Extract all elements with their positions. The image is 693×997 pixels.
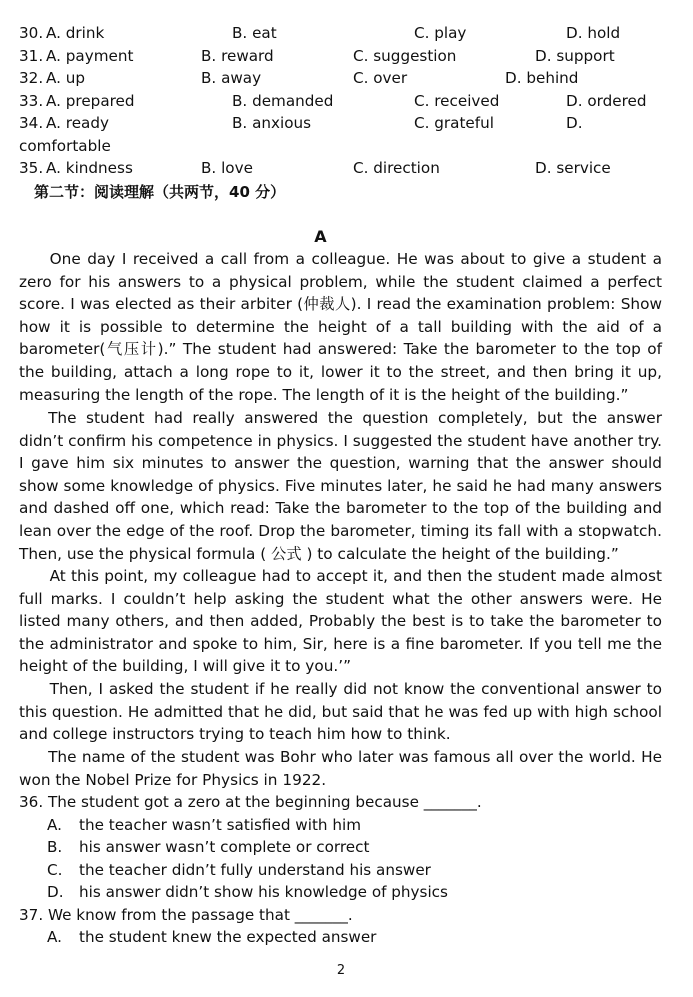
option-letter: A. <box>47 816 62 834</box>
option-text: the teacher didn’t fully understand his answer <box>79 861 431 879</box>
option-d: D. ordered <box>566 92 647 110</box>
paragraph-3: At this point, my colleague had to accept it, and then the student made almost full marks. I couldn’t help asking the student what the other answers were. He listed many others, and then added, Probably the best is to take the barometer to the administrator and spoke to him, Sir, here is a fine barometer. If you tell me the height of the building, I will give it to you.’” <box>19 567 662 676</box>
question-37-option-a[interactable] <box>47 926 376 949</box>
question-36-option-a[interactable] <box>47 814 361 837</box>
option-text: the teacher wasn’t satisfied with him <box>79 816 361 834</box>
paragraph-5: The name of the student was Bohr who later was famous all over the world. He won the Nobel Prize for Physics in 1922. <box>19 748 662 789</box>
question-36-option-c[interactable] <box>47 859 431 882</box>
option-c: C. play <box>414 24 467 42</box>
option-a: A. up <box>46 69 86 87</box>
option-a: A. prepared <box>46 92 135 110</box>
option-letter: A. <box>47 928 62 946</box>
option-a: A. payment <box>46 47 134 65</box>
option-d: D. service <box>535 159 611 177</box>
option-text: the student knew the expected answer <box>79 928 377 946</box>
option-num: 30. <box>19 24 44 42</box>
option-num: 33. <box>19 92 44 110</box>
option-a: A. ready <box>46 114 109 132</box>
option-text: his answer wasn’t complete or correct <box>79 838 370 856</box>
option-c: C. suggestion <box>353 47 457 65</box>
question-36-stem: 36. The student got a zero at the beginning because _______. <box>19 793 482 811</box>
option-b: B. demanded <box>232 92 334 110</box>
option-num: 31. <box>19 47 44 65</box>
option-d: D. <box>566 114 583 132</box>
option-d: D. behind <box>505 69 579 87</box>
option-c: C. direction <box>353 159 440 177</box>
option-a: A. kindness <box>46 159 133 177</box>
paragraph-1: One day I received a call from a colleague. He was about to give a student a zero for his answers to a physical problem, while the student claimed a perfect score. I was elected as their arbiter (仲裁人). I read the examination problem: Show how it is possible to determine the height of a tall building with the aid of a barometer(气压计).” The student had answered: Take the barometer to the top of the building, attach a long rope to it, lower it to the street, and then bring it up, measuring the length of the rope. The length of it is the height of the building.” <box>19 250 662 404</box>
option-d: D. support <box>535 47 615 65</box>
option-c: C. received <box>414 92 500 110</box>
paragraph-4: Then, I asked the student if he really did not know the conventional answer to this question. He admitted that he did, but said that he was fed up with high school and college instructors trying to teach him how to think. <box>19 680 662 744</box>
paragraph-2: The student had really answered the question completely, but the answer didn’t confirm his competence in physics. I suggested the student have another try. I gave him six minutes to answer the question, warning that the answer should show some knowledge of physics. Five minutes later, he said he had many answers and dashed off one, which read: Take the barometer to the top of the building and lean over the edge of the roof. Drop the barometer, timing its fall with a stopwatch. Then, use the physical formula ( 公式 ) to calculate the height of the building.” <box>19 409 662 563</box>
question-37-stem: 37. We know from the passage that _______. <box>19 906 353 924</box>
question-36-option-b[interactable] <box>47 836 369 859</box>
option-c: C. over <box>353 69 408 87</box>
option-letter: B. <box>47 838 63 856</box>
question-36-option-d[interactable] <box>47 881 448 904</box>
option-num: 32. <box>19 69 44 87</box>
option-b: B. eat <box>232 24 277 42</box>
option-text: his answer didn’t show his knowledge of physics <box>79 883 448 901</box>
option-b: B. love <box>201 159 253 177</box>
option-b: B. reward <box>201 47 274 65</box>
option-a: A. drink <box>46 24 105 42</box>
option-num: 35. <box>19 159 44 177</box>
section-heading: 第二节：阅读理解（共两节，40 分） <box>34 183 286 201</box>
option-num: 34. <box>19 114 44 132</box>
passage-title: A <box>314 227 327 246</box>
option-c: C. grateful <box>414 114 494 132</box>
option-letter: D. <box>47 883 64 901</box>
option-wrap: comfortable <box>19 137 111 155</box>
option-b: B. anxious <box>232 114 312 132</box>
page-number: 2 <box>336 963 346 978</box>
option-d: D. hold <box>566 24 621 42</box>
option-b: B. away <box>201 69 262 87</box>
option-letter: C. <box>47 861 63 879</box>
